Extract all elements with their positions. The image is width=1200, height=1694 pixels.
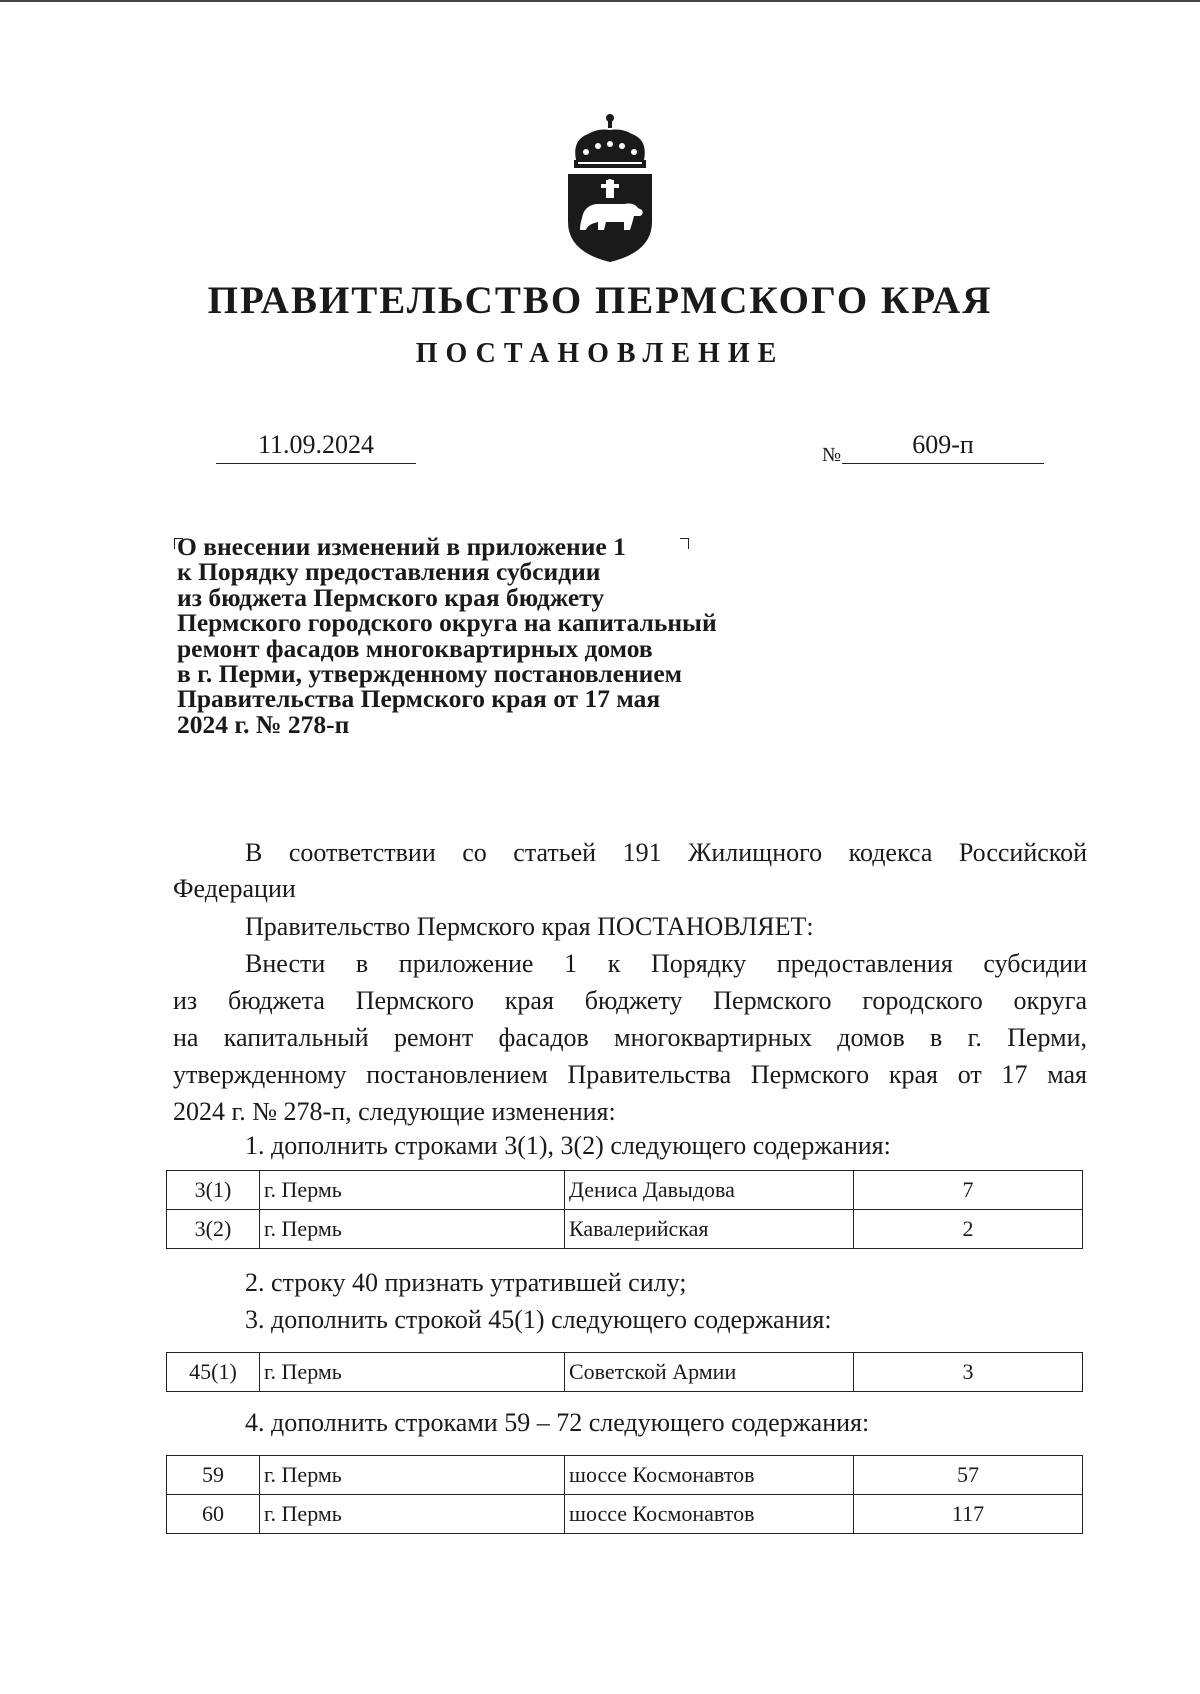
row-house: 3 <box>854 1353 1083 1392</box>
row-number: 60 <box>167 1495 260 1534</box>
perm-krai-coat-of-arms-icon <box>562 112 658 264</box>
subject-line: в г. Перми, утвержденному постановлением <box>177 659 683 689</box>
intro-paragraph-line: 2024 г. № 278-п, следующие изменения: <box>173 1097 616 1126</box>
document-subject <box>177 534 797 737</box>
row-house: 57 <box>854 1456 1083 1495</box>
row-number: 3(2) <box>167 1210 260 1249</box>
basis-paragraph-line-2: Федерации <box>173 874 296 903</box>
basis-paragraph-line-1: В соответствии со статьей 191 Жилищного кодекса Российской <box>245 838 1087 867</box>
row-house: 117 <box>854 1495 1083 1534</box>
document-number: 609-п <box>912 430 974 459</box>
row-city: г. Пермь <box>260 1210 565 1249</box>
subject-line: из бюджета Пермского края бюджету <box>177 582 605 612</box>
subject-line: ремонт фасадов многоквартирных домов <box>177 633 653 663</box>
subject-line: Правительства Пермского края от 17 мая <box>177 684 661 714</box>
item-2: 2. строку 40 признать утратившей силу; <box>245 1268 687 1297</box>
row-street: шоссе Космонавтов <box>565 1495 854 1534</box>
row-house: 2 <box>854 1210 1083 1249</box>
organization-title: ПРАВИТЕЛЬСТВО ПЕРМСКОГО КРАЯ <box>207 279 993 322</box>
item-4: 4. дополнить строками 59 – 72 следующего содержания: <box>245 1408 870 1437</box>
subject-line: Пермского городского округа на капитальный <box>177 608 717 638</box>
item-3: 3. дополнить строкой 45(1) следующего содержания: <box>245 1305 832 1334</box>
intro-paragraph-line: на капитальный ремонт фасадов многоквартирных домов в г. Перми, <box>173 1023 1087 1052</box>
table-row-45-1 <box>166 1352 1083 1392</box>
resolves-paragraph: Правительство Пермского края ПОСТАНОВЛЯЕТ: <box>245 912 814 941</box>
subject-line: 2024 г. № 278-п <box>177 709 350 739</box>
intro-paragraph-line: Внести в приложение 1 к Порядку предоставления субсидии <box>245 949 1087 978</box>
intro-paragraph-line: из бюджета Пермского края бюджету Пермского городского округа <box>173 986 1087 1015</box>
intro-paragraph-line: утвержденному постановлением Правительства Пермского края от 17 мая <box>173 1060 1087 1089</box>
row-number: 45(1) <box>167 1353 260 1392</box>
table-row <box>167 1210 1083 1249</box>
page-top-border <box>0 0 1200 2</box>
row-number: 3(1) <box>167 1171 260 1210</box>
table-row <box>167 1495 1083 1534</box>
document-type: ПОСТАНОВЛЕНИЕ <box>415 338 785 369</box>
row-city: г. Пермь <box>260 1353 565 1392</box>
row-street: Дениса Давыдова <box>565 1171 854 1210</box>
row-city: г. Пермь <box>260 1495 565 1534</box>
table-row <box>167 1353 1083 1392</box>
row-street: шоссе Космонавтов <box>565 1456 854 1495</box>
subject-line: к Порядку предоставления субсидии <box>177 557 601 587</box>
number-sign: № <box>822 444 842 466</box>
number-underline <box>842 463 1044 464</box>
row-street: Советской Армии <box>565 1353 854 1392</box>
row-number: 59 <box>167 1456 260 1495</box>
table-row <box>167 1171 1083 1210</box>
row-city: г. Пермь <box>260 1456 565 1495</box>
item-1: 1. дополнить строками 3(1), 3(2) следующего содержания: <box>245 1131 891 1160</box>
document-date: 11.09.2024 <box>257 430 375 459</box>
table-rows-59-72 <box>166 1455 1083 1534</box>
row-house: 7 <box>854 1171 1083 1210</box>
row-city: г. Пермь <box>260 1171 565 1210</box>
date-underline <box>216 463 416 464</box>
subject-line: О внесении изменений в приложение 1 <box>177 532 626 561</box>
table-rows-3-1-3-2 <box>166 1170 1083 1249</box>
table-row <box>167 1456 1083 1495</box>
row-street: Кавалерийская <box>565 1210 854 1249</box>
